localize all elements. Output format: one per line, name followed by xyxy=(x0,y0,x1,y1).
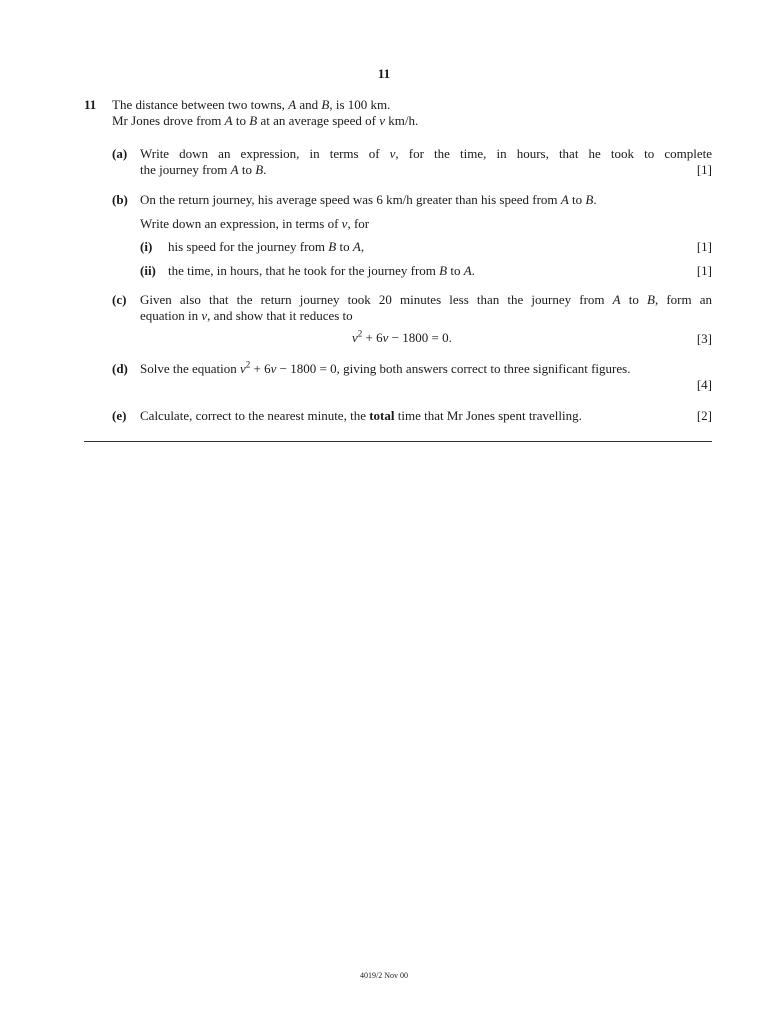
part-d-label: (d) xyxy=(112,361,128,376)
part-c-label: (c) xyxy=(112,292,127,307)
part-a-marks: [1] xyxy=(696,162,712,177)
part-b-ii-marks: [1] xyxy=(696,263,712,278)
part-b-i-text: his speed for the journey from B to A, xyxy=(168,239,365,254)
part-a-line-1: Write down an expression, in terms of v, for the time, in hours, that he took to complete xyxy=(140,146,712,161)
question-number: 11 xyxy=(84,97,97,112)
part-a-label: (a) xyxy=(112,146,128,161)
page-number: 11 xyxy=(377,66,391,81)
question-intro-line-2: Mr Jones drove from A to B at an average speed of v km/h. xyxy=(112,113,419,128)
question-intro-line-1: The distance between two towns, A and B, is 100 km. xyxy=(112,97,391,112)
part-c-marks: [3] xyxy=(696,331,712,346)
part-b-ii-text: the time, in hours, that he took for the journey from B to A. xyxy=(168,263,475,278)
page-footer: 4019/2 Nov 00 xyxy=(360,971,408,980)
part-d-line-1: Solve the equation $v^2 + 6v - 1800 = 0$, giving both answers correct to three significant figures. xyxy=(140,359,631,376)
part-b-ii-label: (ii) xyxy=(140,263,156,278)
part-a-line-2: the journey from A to B. xyxy=(140,162,267,177)
part-d-marks: [4] xyxy=(696,377,712,392)
part-c-line-2: equation in v, and show that it reduces to xyxy=(140,308,353,323)
part-e-line-1: Calculate, correct to the nearest minute, the total time that Mr Jones spent travelling. xyxy=(140,408,582,423)
part-b-i-label: (i) xyxy=(140,239,153,254)
part-b-i-marks: [1] xyxy=(696,239,712,254)
part-b-line-1: On the return journey, his average speed was 6 km/h greater than his speed from A to B. xyxy=(140,192,597,207)
part-c-equation: $v^2 + 6v - 1800 = 0$. xyxy=(352,328,452,345)
part-e-label: (e) xyxy=(112,408,127,423)
part-c-line-1: Given also that the return journey took 20 minutes less than the journey from A to B, form an xyxy=(140,292,713,307)
question-end-rule xyxy=(84,441,712,442)
part-e-marks: [2] xyxy=(696,408,712,423)
part-b-label: (b) xyxy=(112,192,128,207)
part-b-line-2: Write down an expression, in terms of v, for xyxy=(140,216,370,231)
